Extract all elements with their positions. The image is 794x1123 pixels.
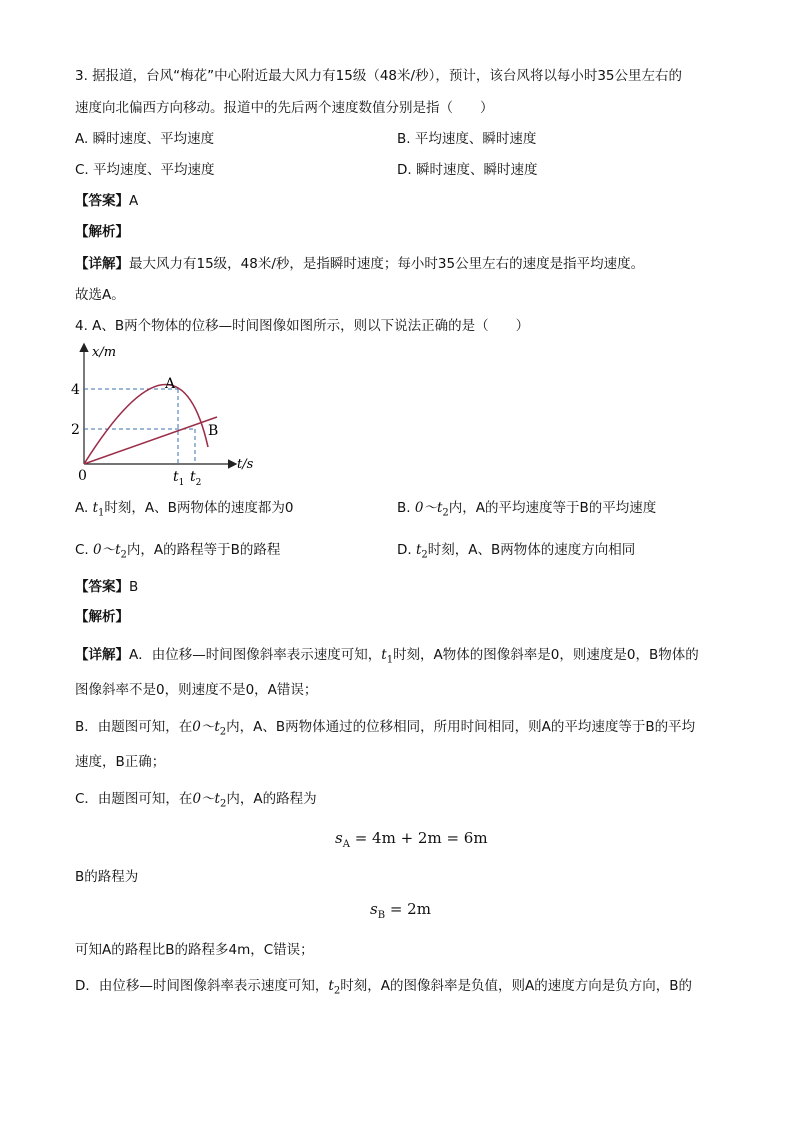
- opt-prefix: D.: [397, 542, 412, 558]
- detail-text: 最大风力有15级，48米/秒，是指瞬时速度；每小时35公里左右的速度是指平均速度。: [129, 256, 645, 272]
- q3-option-c: C. 平均速度、平均速度: [75, 162, 215, 178]
- q4-explain-d-line1: [75, 976, 692, 1002]
- analysis-label: 【解析】: [75, 609, 129, 625]
- q4-explain-a-line2: 图像斜率不是0，则速度不是0，A错误；: [75, 682, 318, 698]
- q4-stem: 4. A、B两个物体的位移—时间图像如图所示，则以下说法正确的是（ ）: [75, 318, 530, 334]
- origin-label: 0: [78, 468, 87, 484]
- detail-label: 【详解】: [75, 256, 129, 272]
- text-part: C．由题图可知，在: [75, 791, 193, 807]
- detail-label: 【详解】: [75, 647, 129, 663]
- answer-label: 【答案】: [75, 579, 129, 595]
- line-b: [84, 417, 217, 464]
- text-part: 内，A的路程为: [226, 791, 317, 807]
- q3-stem-line1: 3. 据报道，台风“梅花”中心附近最大风力有15级（48米/秒），预计，该台风将以每小时35公里左右的: [75, 68, 682, 84]
- q3-stem-line2: 速度向北偏西方向移动。报道中的先后两个速度数值分别是指（ ）: [75, 100, 494, 116]
- text-part: A．由位移—时间图像斜率表示速度可知，: [129, 647, 382, 663]
- math-var: $0\sim t_2$: [192, 719, 227, 738]
- x-axis-label: t/s: [237, 457, 254, 472]
- equation-sa: $s_A = 4m + 2m = 6m$: [335, 829, 488, 850]
- text-part: D．由位移—时间图像斜率表示速度可知，: [75, 978, 329, 994]
- q4-explain-b-line2: 速度，B正确；: [75, 754, 166, 770]
- q3-option-a: A. 瞬时速度、平均速度: [75, 131, 215, 147]
- opt-text: 时刻，A、B两物体的速度都为0: [104, 500, 294, 516]
- math-var: $t_2$: [328, 978, 341, 997]
- q4-option-d: [397, 540, 635, 566]
- q4-explain-c-line1: [75, 789, 317, 815]
- opt-prefix: C.: [75, 542, 89, 558]
- analysis-label: 【解析】: [75, 224, 129, 240]
- q4-option-c: [75, 540, 280, 566]
- answer-value: B: [129, 579, 139, 595]
- opt-text: 时刻，A、B两物体的速度方向相同: [427, 542, 636, 558]
- answer-value: A: [129, 193, 139, 209]
- q4-option-b: [397, 498, 656, 524]
- q4-explain-c-b-path: B的路程为: [75, 869, 139, 885]
- opt-var: $t_2$: [415, 542, 428, 561]
- label-b: B: [208, 423, 219, 439]
- opt-var: $0\sim t_2$: [93, 542, 127, 561]
- text-part: B．由题图可知，在: [75, 719, 193, 735]
- tick-t2: $t_2$: [190, 469, 202, 488]
- q4-analysis-label: [75, 607, 129, 627]
- q3-detail: [75, 254, 644, 274]
- q4-explain-b-line1: [75, 717, 695, 743]
- q4-answer: [75, 577, 138, 597]
- q3-option-b: B. 平均速度、瞬时速度: [397, 131, 537, 147]
- opt-text: 内，A的路程等于B的路程: [126, 542, 281, 558]
- answer-label: 【答案】: [75, 193, 129, 209]
- opt-var: $t_1$: [92, 500, 105, 519]
- opt-prefix: B.: [397, 500, 411, 516]
- q3-answer: [75, 191, 138, 211]
- opt-text: 内，A的平均速度等于B的平均速度: [448, 500, 657, 516]
- math-var: $0\sim t_2$: [192, 791, 227, 810]
- equation-sb: $s_B = 2m$: [370, 900, 431, 921]
- math-var: $t_1$: [381, 647, 394, 666]
- opt-prefix: A.: [75, 500, 89, 516]
- curve-a: [84, 384, 208, 464]
- y-tick-2: 2: [71, 422, 80, 438]
- q4-explain-c-conclusion: 可知A的路程比B的路程多4m，C错误；: [75, 942, 314, 958]
- x-t-graph: [70, 340, 270, 490]
- label-a: A: [165, 376, 176, 392]
- y-tick-4: 4: [71, 382, 80, 398]
- q3-conclusion: 故选A。: [75, 287, 125, 303]
- tick-t1: $t_1$: [173, 469, 185, 488]
- q3-analysis-label: [75, 222, 129, 242]
- text-part: 时刻，A物体的图像斜率是0，则速度是0，B物体的: [393, 647, 699, 663]
- q3-option-d: D. 瞬时速度、瞬时速度: [397, 162, 538, 178]
- y-axis-label: x/m: [92, 345, 117, 360]
- opt-var: $0\sim t_2$: [414, 500, 449, 519]
- q4-explain-a-line1: [75, 645, 699, 671]
- text-part: 时刻，A的图像斜率是负值，则A的速度方向是负方向，B的: [340, 978, 692, 994]
- text-part: 内，A、B两物体通过的位移相同，所用时间相同，则A的平均速度等于B的平均: [226, 719, 696, 735]
- q4-option-a: [75, 498, 294, 524]
